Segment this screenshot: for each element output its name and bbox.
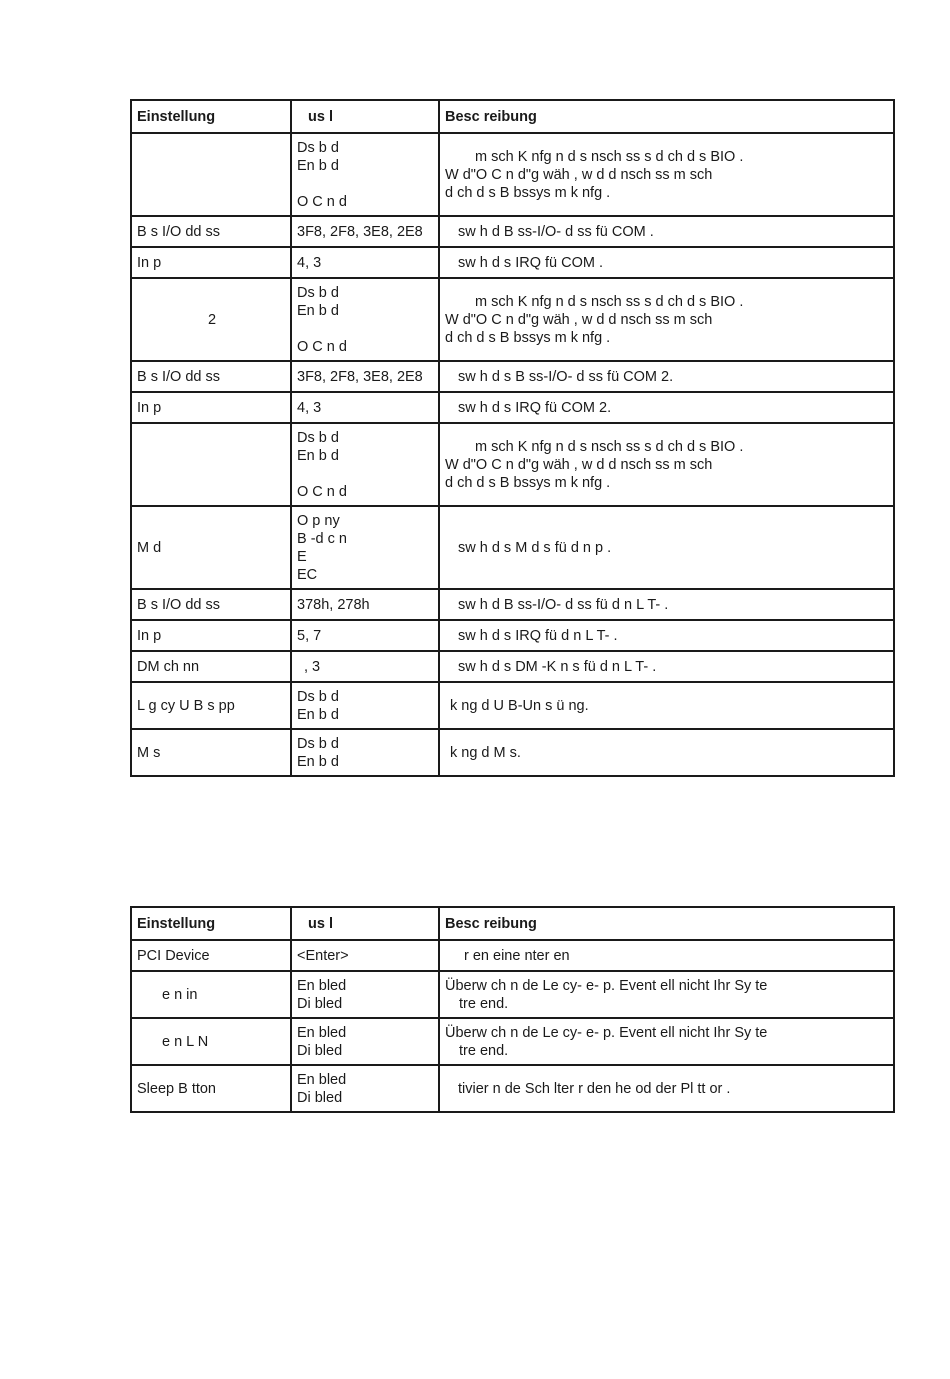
option-spacer: [297, 175, 433, 193]
option-value: Di bled: [297, 995, 343, 1012]
option-value: En bled: [297, 977, 347, 994]
table-header-row: [131, 907, 894, 940]
setting-cell: Sleep B tton: [131, 1065, 291, 1112]
setting-cell: B s I/O dd ss: [131, 589, 291, 620]
options-cell: , 3: [291, 651, 439, 682]
description-cell: sw h d s DM -K n s fü d n L T- .: [439, 651, 894, 682]
options-cell: [291, 278, 439, 361]
option-value: EC: [297, 566, 318, 583]
options-cell: [291, 682, 439, 729]
options-cell: [291, 1018, 439, 1065]
table-row: [131, 423, 894, 506]
description-line: W d"O C n d"g wäh , w d d nsch ss m sch: [445, 456, 713, 473]
setting-cell: L g cy U B s pp: [131, 682, 291, 729]
description-cell: sw h d s IRQ fü d n L T- .: [439, 620, 894, 651]
option-value: Di bled: [297, 1042, 343, 1059]
description-cell: tivier n de Sch lter r den he od der Pl tt or .: [439, 1065, 894, 1112]
option-value: En bled: [297, 1024, 347, 1041]
description-line: Überw ch n de Le cy- e- p. Event ell nicht Ihr Sy te: [445, 977, 768, 994]
setting-cell: DM ch nn: [131, 651, 291, 682]
description-cell: [439, 278, 894, 361]
options-cell: 5, 7: [291, 620, 439, 651]
options-cell: 378h, 278h: [291, 589, 439, 620]
table-row: [131, 392, 894, 423]
table-row: [131, 1018, 894, 1065]
description-line: W d"O C n d"g wäh , w d d nsch ss m sch: [445, 311, 713, 328]
table-row: [131, 651, 894, 682]
option-value: En b d: [297, 447, 339, 464]
table-row: [131, 620, 894, 651]
option-value: Ds b d: [297, 284, 339, 301]
table-row: [131, 506, 894, 589]
options-cell: [291, 506, 439, 589]
table-row: [131, 971, 894, 1018]
table-row: [131, 589, 894, 620]
column-header-setting: Einstellung: [131, 907, 291, 940]
settings-table-2: [130, 906, 895, 1113]
table-row: [131, 216, 894, 247]
description-cell: sw h d s M d s fü d n p .: [439, 506, 894, 589]
table-header-row: [131, 100, 894, 133]
option-value: Ds b d: [297, 139, 339, 156]
table-row: [131, 1065, 894, 1112]
option-value: O C n d: [297, 338, 347, 355]
options-cell: 4, 3: [291, 247, 439, 278]
setting-cell: [131, 423, 291, 506]
description-cell: [439, 1018, 894, 1065]
setting-cell: e n L N: [131, 1018, 291, 1065]
setting-cell: In p: [131, 392, 291, 423]
description-line: Überw ch n de Le cy- e- p. Event ell nicht Ihr Sy te: [445, 1024, 768, 1041]
option-value: O C n d: [297, 193, 347, 210]
option-value: En bled: [297, 1071, 347, 1088]
options-cell: [291, 729, 439, 776]
description-cell: [439, 423, 894, 506]
description-cell: [439, 133, 894, 216]
options-cell: [291, 133, 439, 216]
setting-cell: In p: [131, 620, 291, 651]
option-value: Ds b d: [297, 688, 339, 705]
option-value: En b d: [297, 157, 339, 174]
column-header-setting: Einstellung: [131, 100, 291, 133]
description-cell: sw h d s IRQ fü COM 2.: [439, 392, 894, 423]
setting-cell: In p: [131, 247, 291, 278]
table-row: [131, 361, 894, 392]
description-line: tre end.: [459, 1042, 509, 1059]
column-header-options: us l: [291, 100, 439, 133]
table-row: [131, 940, 894, 971]
description-cell: r en eine nter en: [439, 940, 894, 971]
description-line: d ch d s B bssys m k nfg .: [445, 474, 611, 491]
description-line: tre end.: [459, 995, 509, 1012]
table-row: [131, 278, 894, 361]
option-value: E: [297, 548, 307, 565]
options-cell: 4, 3: [291, 392, 439, 423]
column-header-description: Besc reibung: [439, 907, 894, 940]
table-row: [131, 133, 894, 216]
setting-cell: 2: [131, 278, 291, 361]
option-value: O C n d: [297, 483, 347, 500]
description-line: W d"O C n d"g wäh , w d d nsch ss m sch: [445, 166, 713, 183]
description-cell: [439, 971, 894, 1018]
options-cell: [291, 423, 439, 506]
description-line: d ch d s B bssys m k nfg .: [445, 329, 611, 346]
option-value: Di bled: [297, 1089, 343, 1106]
description-line: m sch K nfg n d s nsch ss s d ch d s BIO .: [475, 148, 744, 165]
column-header-description: Besc reibung: [439, 100, 894, 133]
options-cell: [291, 971, 439, 1018]
option-spacer: [297, 320, 433, 338]
option-value: Ds b d: [297, 429, 339, 446]
description-line: m sch K nfg n d s nsch ss s d ch d s BIO .: [475, 438, 744, 455]
option-spacer: [297, 465, 433, 483]
setting-cell: B s I/O dd ss: [131, 216, 291, 247]
description-cell: k ng d M s.: [439, 729, 894, 776]
setting-cell: [131, 133, 291, 216]
description-line: d ch d s B bssys m k nfg .: [445, 184, 611, 201]
description-cell: sw h d B ss-I/O- d ss fü COM .: [439, 216, 894, 247]
description-cell: k ng d U B-Un s ü ng.: [439, 682, 894, 729]
description-cell: sw h d s B ss-I/O- d ss fü COM 2.: [439, 361, 894, 392]
description-cell: sw h d s IRQ fü COM .: [439, 247, 894, 278]
option-value: En b d: [297, 753, 339, 770]
setting-cell: B s I/O dd ss: [131, 361, 291, 392]
table-row: [131, 682, 894, 729]
options-cell: <Enter>: [291, 940, 439, 971]
option-value: En b d: [297, 302, 339, 319]
column-header-options: us l: [291, 907, 439, 940]
option-value: Ds b d: [297, 735, 339, 752]
options-cell: [291, 1065, 439, 1112]
option-value: O p ny: [297, 512, 340, 529]
option-value: En b d: [297, 706, 339, 723]
setting-cell: PCI Device: [131, 940, 291, 971]
setting-cell: M s: [131, 729, 291, 776]
description-line: m sch K nfg n d s nsch ss s d ch d s BIO .: [475, 293, 744, 310]
setting-cell: e n in: [131, 971, 291, 1018]
setting-cell: M d: [131, 506, 291, 589]
settings-table-1: [130, 99, 895, 777]
table-row: [131, 247, 894, 278]
options-cell: 3F8, 2F8, 3E8, 2E8: [291, 361, 439, 392]
table-row: [131, 729, 894, 776]
options-cell: 3F8, 2F8, 3E8, 2E8: [291, 216, 439, 247]
option-value: B -d c n: [297, 530, 347, 547]
description-cell: sw h d B ss-I/O- d ss fü d n L T- .: [439, 589, 894, 620]
